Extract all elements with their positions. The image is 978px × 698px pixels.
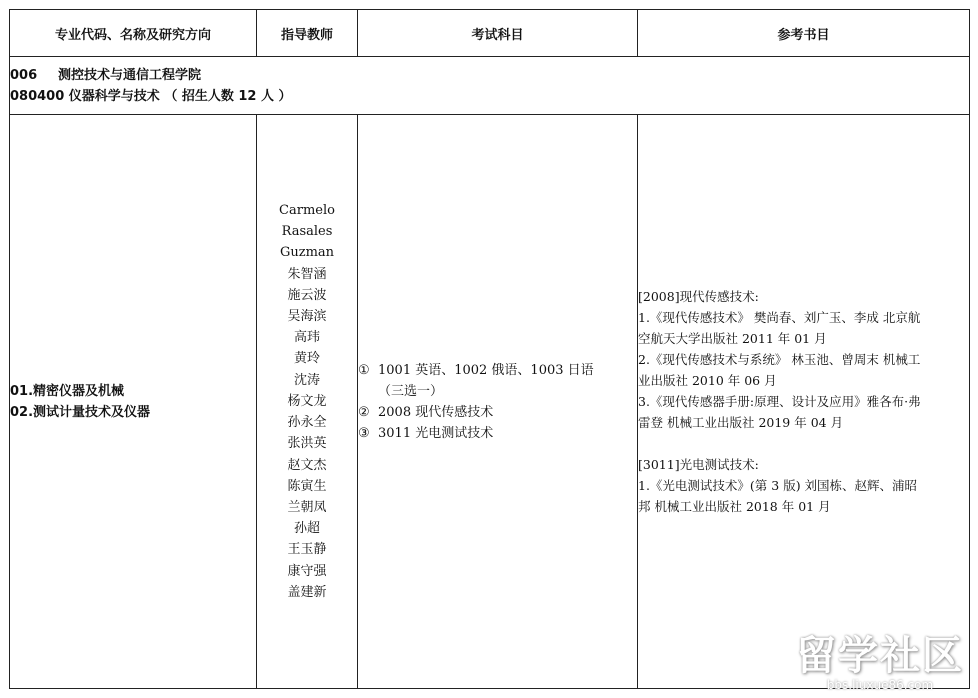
site-watermark (796, 634, 964, 692)
exam-subject (358, 423, 637, 444)
direction-item: 02.测试计量技术及仪器 (10, 404, 151, 420)
watermark-logo: 留学社区 (796, 633, 964, 679)
book-line: 1.《光电测试技术》(第 3 版) 刘国栋、赵辉、浦昭 (638, 478, 918, 493)
book-line: [3011]光电测试技术: (638, 457, 759, 472)
program-row (10, 115, 970, 689)
book-line: 1.《现代传感技术》 樊尚春、刘广玉、李成 北京航 (638, 310, 921, 325)
advisor-name: Rasales (281, 224, 333, 240)
department-cell (10, 57, 970, 115)
advisor-name: 孙超 (293, 521, 320, 537)
header-reference-books: 参考书目 (638, 10, 970, 57)
advisor-name: 王玉静 (287, 542, 327, 558)
advisor-name: 沈涛 (293, 372, 320, 388)
book-line: 业出版社 2010 年 06 月 (638, 373, 777, 388)
subject-number: ③ (358, 425, 370, 441)
subject-number: ② (358, 404, 370, 420)
reference-books-cell (638, 115, 970, 689)
header-advisor: 指导教师 (257, 10, 358, 57)
advisor-name: 张洪英 (287, 436, 327, 452)
book-line: [2008]现代传感技术: (638, 289, 759, 304)
advisor-name: 赵文杰 (287, 457, 327, 473)
subject-number: ① (358, 362, 370, 378)
advisor-name: 杨文龙 (287, 393, 327, 409)
exam-subject (358, 402, 637, 423)
department-code: 006 (10, 67, 38, 83)
direction-item: 01.精密仪器及机械 (10, 383, 125, 399)
advisor-name: Carmelo (279, 203, 335, 219)
advisor-name: 高玮 (293, 330, 320, 346)
subject-text: 3011 光电测试技术 (378, 425, 494, 441)
advisor-name: 施云波 (287, 287, 327, 303)
advisor-name: Guzman (279, 245, 335, 261)
advisor-name: 兰朝凤 (287, 499, 327, 515)
header-row (10, 10, 970, 57)
advisor-name: 黄玲 (293, 351, 320, 367)
advisor-name: 陈寅生 (287, 478, 327, 494)
research-directions-cell (10, 115, 257, 689)
exam-subjects-cell (358, 115, 638, 689)
subject-text: 1001 英语、1002 俄语、1003 日语 (378, 362, 594, 378)
header-exam-subjects: 考试科目 (358, 10, 638, 57)
advisor-name: 朱智涵 (287, 266, 327, 282)
advisors-cell (257, 115, 358, 689)
advisor-name: 孙永全 (287, 415, 327, 431)
subject-text: （三选一） (378, 383, 444, 399)
advisor-name: 吴海滨 (287, 309, 327, 325)
advisor-name: 盖建新 (287, 584, 327, 600)
header-major: 专业代码、名称及研究方向 (10, 10, 257, 57)
book-line: 雷登 机械工业出版社 2019 年 04 月 (638, 415, 844, 430)
watermark-url: bbs.liuxue86.com (826, 678, 934, 692)
advisor-name: 康守强 (287, 563, 327, 579)
exam-subject (358, 360, 637, 402)
book-line: 3.《现代传感器手册:原理、设计及应用》雅各布·弗 (638, 394, 921, 409)
admissions-table (9, 9, 970, 689)
subject-text: 2008 现代传感技术 (378, 404, 494, 420)
spacer (638, 433, 969, 454)
major-line: 080400 仪器科学与技术 （ 招生人数 12 人 ） (10, 88, 292, 104)
department-row (10, 57, 970, 115)
book-line: 2.《现代传感技术与系统》 林玉池、曾周末 机械工 (638, 352, 921, 367)
book-line: 邦 机械工业出版社 2018 年 01 月 (638, 499, 831, 514)
book-line: 空航天大学出版社 2011 年 01 月 (638, 331, 827, 346)
department-line (10, 65, 969, 86)
department-name: 测控技术与通信工程学院 (58, 67, 202, 83)
